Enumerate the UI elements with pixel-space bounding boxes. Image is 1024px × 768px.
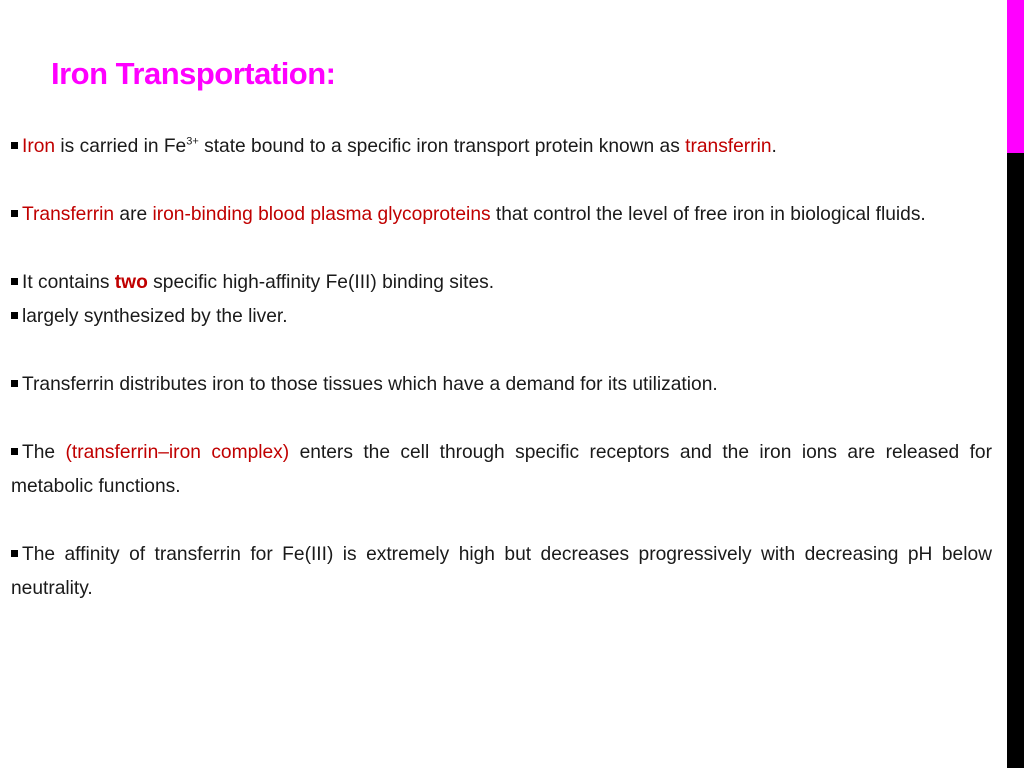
superscript-charge: 3+ — [186, 135, 199, 148]
square-bullet-icon — [11, 278, 18, 285]
square-bullet-icon — [11, 142, 18, 149]
text: . — [771, 136, 777, 157]
text: is carried in Fe — [55, 136, 187, 157]
text: It contains — [22, 272, 115, 293]
square-bullet-icon — [11, 550, 18, 557]
text: are — [114, 204, 153, 225]
bullet-liver — [11, 300, 992, 334]
text: Transferrin distributes iron to those tissues which have a demand for its utilization. — [22, 374, 718, 395]
highlight-complex: (transferrin–iron complex) — [65, 442, 290, 463]
highlight-iron: Iron — [22, 136, 56, 157]
text: The affinity of transferrin for Fe(III) is extremely high but decreases progressively with decreasing pH below neutrality. — [11, 544, 992, 599]
square-bullet-icon — [11, 210, 18, 217]
bullet-binding-sites — [11, 266, 992, 300]
highlight-two: two — [114, 272, 148, 293]
slide-content — [11, 130, 992, 640]
text: that control the level of free iron in biological fluids. — [490, 204, 926, 225]
highlight-transferrin: Transferrin — [22, 204, 115, 225]
bullet-transferrin-glycoproteins — [11, 198, 992, 232]
square-bullet-icon — [11, 380, 18, 387]
text: largely synthesized by the liver. — [22, 306, 288, 327]
bullet-complex-receptors — [11, 436, 992, 504]
slide-title: Iron Transportation: — [51, 56, 336, 91]
bullet-affinity-ph — [11, 538, 992, 606]
text: The — [22, 442, 66, 463]
highlight-glycoproteins: iron-binding blood plasma glycoproteins — [152, 204, 491, 225]
text: state bound to a specific iron transport protein known as — [198, 136, 686, 157]
text: specific high-affinity Fe(III) binding sites. — [147, 272, 495, 293]
side-bar — [1007, 0, 1024, 768]
bullet-iron-carried — [11, 130, 992, 164]
bullet-distribution — [11, 368, 992, 402]
square-bullet-icon — [11, 312, 18, 319]
square-bullet-icon — [11, 448, 18, 455]
side-bar-accent — [1007, 0, 1024, 153]
text: enters the cell through specific receptors and the iron ions are released for metabolic functions. — [11, 442, 992, 497]
highlight-transferrin: transferrin — [685, 136, 772, 157]
